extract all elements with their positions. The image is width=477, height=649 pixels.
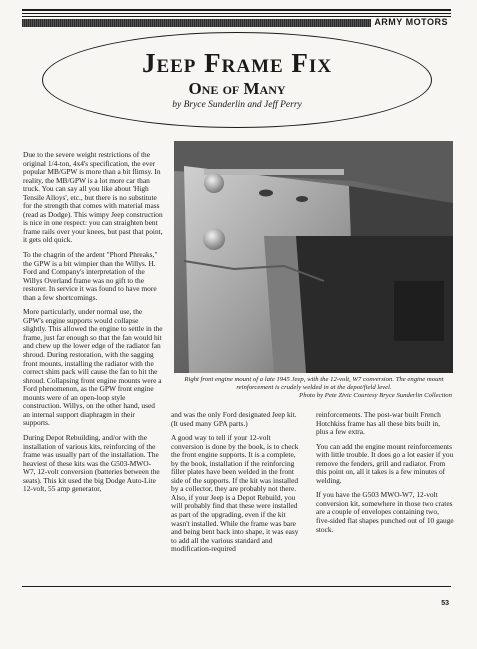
paragraph: reinforcements. The post-war built French Hotchkiss frame has all these bits built in, plus a few extra. xyxy=(316,410,441,437)
header-rule xyxy=(22,13,451,14)
paragraph: If you have the G503 MWO-W7, 12-volt conversion kit, somewhere in those two crates are a couple of envelopes containing two, five-sided flat shapes punched out of 10 gauge stock. xyxy=(316,490,454,534)
paragraph: To the chagrin of the ardent "Phord Phreaks," the GPW is a bit wimpier than the Willys. H. Ford and Company's interpretation of the Willys Overland frame was no gift to the restorer. In service it was found to have more than a few shortcomings. xyxy=(23,250,158,302)
text-column-2 xyxy=(171,411,304,560)
title-oval xyxy=(42,32,432,128)
paragraph: More particularly, under normal use, the GPW's engine supports would collapse slightly. This allowed the engine to settle in the frame, just far enough so that the fan would hit and chew up the lower edge of the radiator fan shroud. During restoration, with the sagging front mounts, installing the radiator with the correct shim pack will cause the fan to hit the shroud. Collapsing front engine mounts were a Ford phenomenon, as the GPW front engine mounts were of an open-loop style construction. Willys, on the other hand, used an internal support diaphragm in their supports. xyxy=(23,307,163,428)
text-column-3 xyxy=(316,411,454,540)
text-column-1 xyxy=(23,151,163,500)
photo-credit: Photo by Pete Zivic Courtesy Bryce Sunderlin Collection xyxy=(299,392,452,399)
paragraph: You can add the engine mount reinforcements with little trouble. It does go a lot easier if you remove the fenders, grill and radiator. From this point on, all it takes is a few minutes of welding. xyxy=(316,441,454,485)
article-title: Jeep Frame Fix xyxy=(141,48,333,78)
magazine-name: ARMY MOTORS xyxy=(371,17,451,27)
header-rule xyxy=(22,9,451,11)
page-number: 53 xyxy=(441,600,449,607)
paragraph: and was the only Ford designated Jeep kit. (It used many GPA parts.) xyxy=(171,410,297,428)
paragraph: A good way to tell if your 12-volt conversion is done by the book, is to check the front engine supports. It is a complete, by the book, installation if the reinforcing filler plates have been welded in the front side of the supports. If the kit was installed by a collector, they are probably not there. Also, if your Jeep is a Depot Rebuild, you will probably find that these were installed as part of the upgrading, even if the kit wasn't installed. While the frame was bare and being bent back into shape, it was easy to add all the various standard and modification-required xyxy=(171,433,299,554)
frame-photo xyxy=(174,141,453,373)
photo-caption xyxy=(176,376,452,400)
paragraph: During Depot Rebuilding, and/or with the installation of various kits, reinforcing of the frame was usually part of the installation. The heaviest of these kits was the G503-MWO-W7, 12-volt conversion (batteries between the seats). This kit used the big Dodge Auto-Lite 12-volt, 55 amp generator, xyxy=(23,432,160,494)
caption-text: Right front engine mount of a late 1945 Jeep, with the 12-volt, W7 conversion. The engine mount reinforcement is crudely welded in at the depot/field level. xyxy=(184,376,444,391)
article-byline: by Bryce Sunderlin and Jeff Perry xyxy=(172,100,302,110)
footer-rule xyxy=(22,586,451,587)
frame-photo-image xyxy=(174,141,453,373)
paragraph: Due to the severe weight restrictions of the original 1/4-ton, 4x4's specification, the ever popular MB/GPW is more than a bit flimsy. In reality, the MB/GPW is a lot more car than truck. You can say all you like about 'High Tensile Alloys', etc., but there is no substitute for the strength that comes with material mass (read as Dodge). This wimpy Jeep construction is nice in one respect: you can straighten bent frame rails over your knees, but past that point, it gets old quick. xyxy=(23,150,163,245)
article-subtitle: One of Many xyxy=(188,79,286,98)
